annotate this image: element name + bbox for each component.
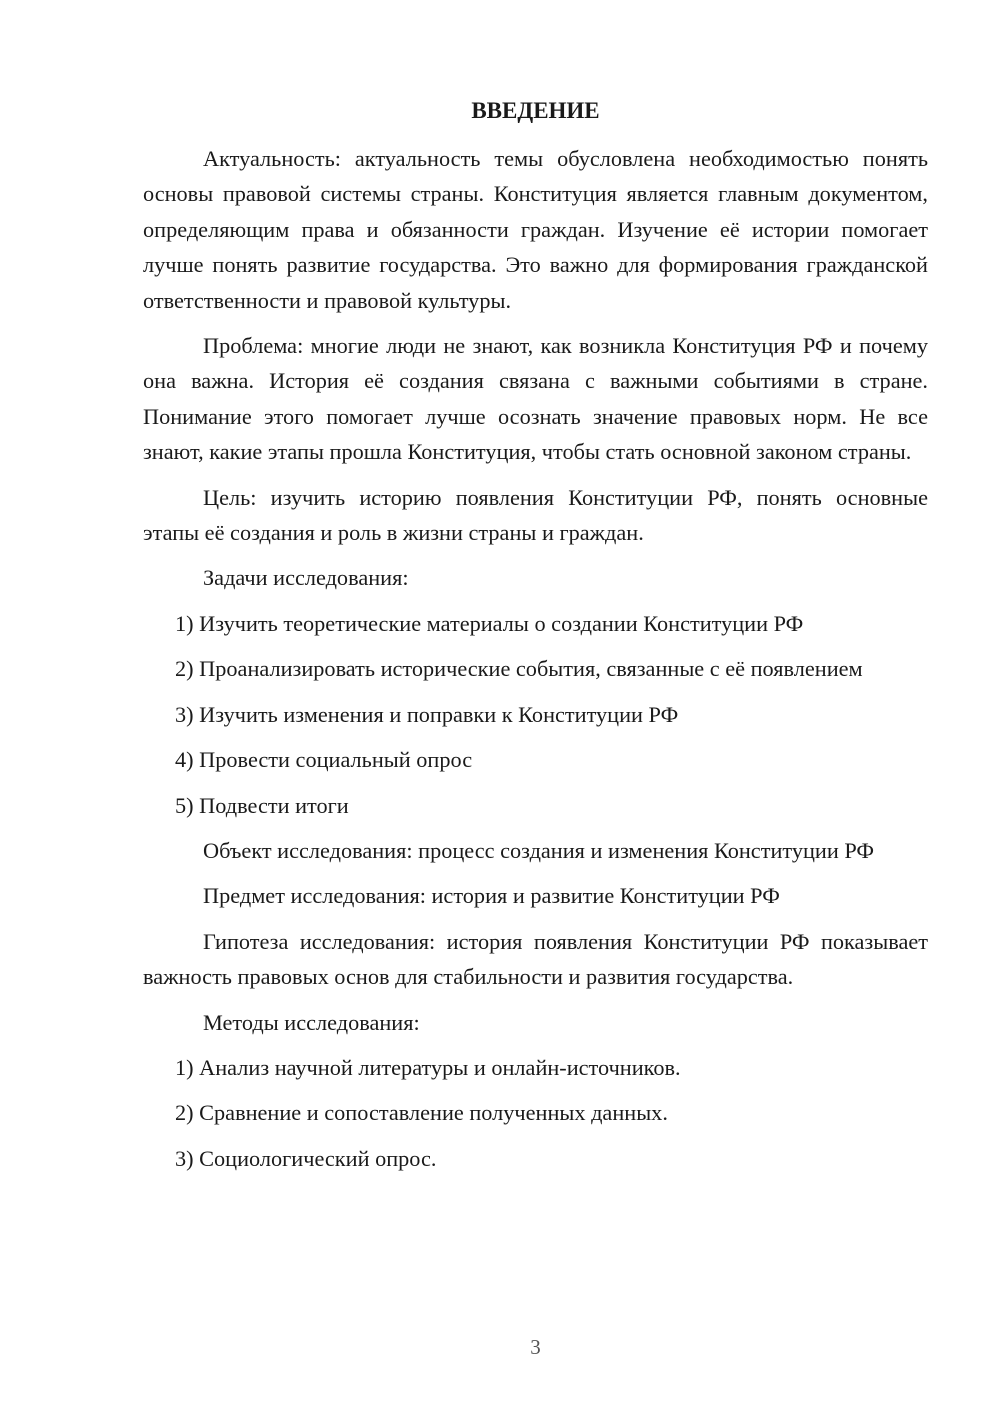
- tasks-heading: Задачи исследования:: [203, 565, 409, 591]
- document-page: [143, 0, 928, 1414]
- task-item: 5) Подвести итоги: [175, 792, 349, 818]
- section-title: ВВЕДЕНИЕ: [471, 98, 600, 123]
- task-item: 2) Проанализировать исторические события, связанные с её появлением: [175, 656, 863, 682]
- method-item: 1) Анализ научной литературы и онлайн-источников.: [175, 1054, 681, 1080]
- goal-paragraph: Цель: изучить историю появления Конституции РФ, понять основные этапы её создания и роль в жизни страны и граждан.: [143, 484, 928, 546]
- page-number: 3: [530, 1335, 541, 1359]
- problem-paragraph: Проблема: многие люди не знают, как возникла Конституция РФ и почему она важна. История её создания связана с важными событиями в стране. Понимание этого помогает лучше осознать значение правовых норм. Не все знают, какие этапы прошла Конституция, чтобы стать основной законом страны.: [143, 333, 928, 465]
- document-body: [143, 141, 928, 1186]
- relevance-paragraph: Актуальность: актуальность темы обусловлена необходимостью понять основы правовой системы страны. Конституция является главным документом, определяющим права и обязанности граждан. Изучение её истории помогает лучше понять развитие государства. Это важно для формирования гражданской ответственности и правовой культуры.: [143, 146, 928, 313]
- task-item: 4) Провести социальный опрос: [175, 747, 473, 773]
- task-item: 1) Изучить теоретические материалы о создании Конституции РФ: [175, 610, 804, 636]
- hypothesis-paragraph: Гипотеза исследования: история появления Конституции РФ показывает важность правовых основ для стабильности и развития государства.: [143, 928, 928, 990]
- methods-heading: Методы исследования:: [203, 1009, 420, 1035]
- object-paragraph: Объект исследования: процесс создания и изменения Конституции РФ: [203, 837, 874, 863]
- task-item: 3) Изучить изменения и поправки к Конституции РФ: [175, 701, 679, 727]
- method-item: 3) Социологический опрос.: [175, 1145, 437, 1171]
- subject-paragraph: Предмет исследования: история и развитие Конституции РФ: [203, 883, 780, 909]
- method-item: 2) Сравнение и сопоставление полученных данных.: [175, 1100, 668, 1126]
